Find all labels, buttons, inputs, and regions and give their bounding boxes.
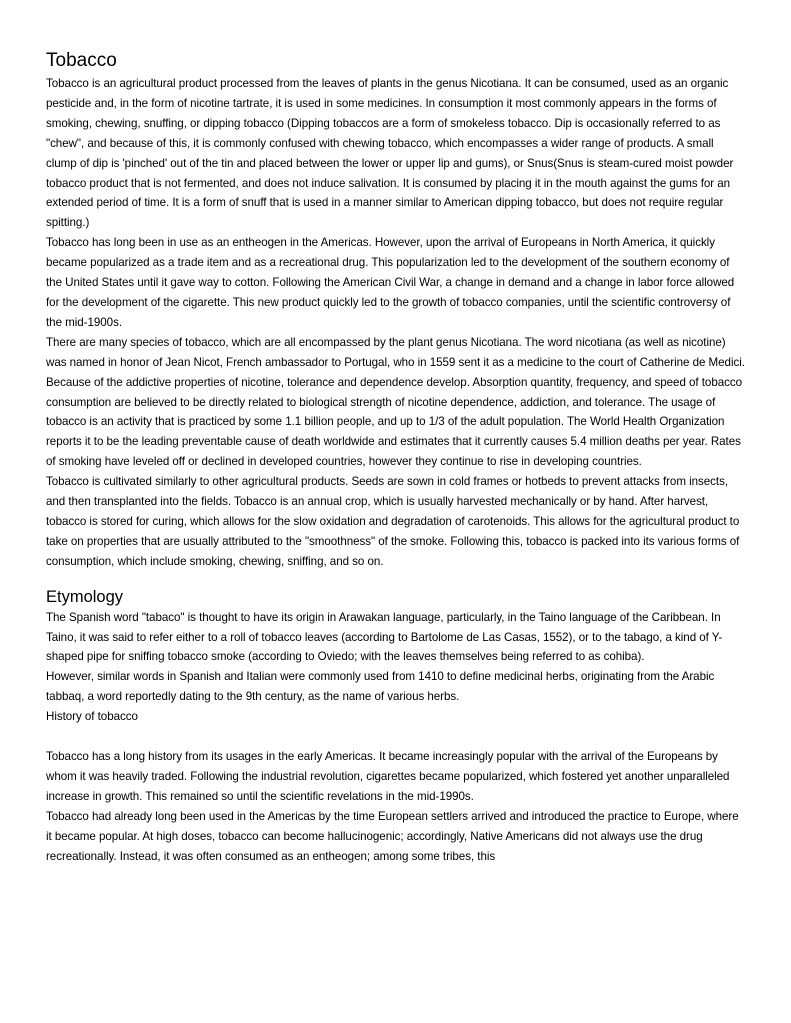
document-page xyxy=(46,44,746,866)
intro-paragraph-4: Because of the addictive properties of nicotine, tolerance and dependence develop. Absorption quantity, frequency, and speed of tobacco consumption are believed to be directly related to biological strength of nicotine dependence, addiction, and tolerance. The usage of tobacco is an activity that is practiced by some 1.1 billion people, and up to 1/3 of the adult population. The World Health Organization reports it to be the leading preventable cause of death worldwide and estimates that it currently causes 5.4 million deaths per year. Rates of smoking have leveled off or declined in developed countries, however they continue to rise in developing countries. xyxy=(46,375,743,469)
intro-paragraph-1: Tobacco is an agricultural product processed from the leaves of plants in the genus Nicotiana. It can be consumed, used as an organic pesticide and, in the form of nicotine tartrate, it is used in some medicines. In consumption it most commonly appears in the forms of smoking, chewing, snuffing, or dipping tobacco (Dipping tobaccos are a form of smokeless tobacco. Dip is occasionally referred to as "chew", and because of this, it is commonly confused with chewing tobacco, which encompasses a wider range of products. A small clump of dip is 'pinched' out of the tin and placed between the lower or upper lip and gums), or Snus(Snus is steam-cured moist powder tobacco product that is not fermented, and does not induce salivation. It is consumed by placing it in the mouth against the gums for an extended period of time. It is a form of snuff that is used in a manner similar to American dipping tobacco, but does not require regular spitting.) xyxy=(46,77,734,230)
history-paragraph-2: Tobacco had already long been used in the Americas by the time European settlers arrived and introduced the practice to Europe, where it became popular. At high doses, tobacco can become hallucinogenic; accordingly, Native Americans did not always use the drug recreationally. Instead, it was often consumed as an entheogen; among some tribes, this xyxy=(46,809,739,863)
history-label: History of tobacco xyxy=(46,710,138,724)
intro-paragraph-5: Tobacco is cultivated similarly to other agricultural products. Seeds are sown in cold frames or hotbeds to prevent attacks from insects, and then transplanted into the fields. Tobacco is an annual crop, which is usually harvested mechanically or by hand. After harvest, tobacco is stored for curing, which allows for the slow oxidation and degradation of carotenoids. This allows for the agricultural product to take on properties that are usually attributed to the "smoothness" of the smoke. Following this, tobacco is packed into its various forms of consumption, which include smoking, chewing, sniffing, and so on. xyxy=(46,475,740,568)
etymology-paragraph-2: However, similar words in Spanish and Italian were commonly used from 1410 to define medicinal herbs, originating from the Arabic tabbaq, a word reportedly dating to the 9th century, as the name of various herbs. xyxy=(46,670,715,704)
document-title: Tobacco xyxy=(46,50,117,71)
blank-line xyxy=(46,727,746,747)
etymology-paragraph-1: The Spanish word "tabaco" is thought to have its origin in Arawakan language, particularly, in the Taino language of the Caribbean. In Taino, it was said to refer either to a roll of tobacco leaves (according to Bartolome de Las Casas, 1552), or to the tabago, a kind of Y-shaped pipe for sniffing tobacco smoke (according to Oviedo; with the leaves themselves being referred to as cohiba). xyxy=(46,610,723,664)
intro-paragraph-3: There are many species of tobacco, which are all encompassed by the plant genus Nicotiana. The word nicotiana (as well as nicotine) was named in honor of Jean Nicot, French ambassador to Portugal, who in 1559 sent it as a medicine to the court of Catherine de Medici. xyxy=(46,335,745,369)
intro-paragraph-2: Tobacco has long been in use as an entheogen in the Americas. However, upon the arrival of Europeans in North America, it quickly became popularized as a trade item and as a recreational drug. This popularization led to the development of the southern economy of the United States until it gave way to cotton. Following the American Civil War, a change in demand and a change in labor force allowed for the development of the cigarette. This new product quickly led to the growth of tobacco companies, until the scientific controversy of the mid-1900s. xyxy=(46,236,735,329)
history-paragraph-1: Tobacco has a long history from its usages in the early Americas. It became increasingly popular with the arrival of the Europeans by whom it was heavily traded. Following the industrial revolution, cigarettes became popularized, which fostered yet another unparalleled increase in growth. This remained so until the scientific revelations in the mid-1990s. xyxy=(46,749,730,803)
etymology-heading: Etymology xyxy=(46,587,124,606)
